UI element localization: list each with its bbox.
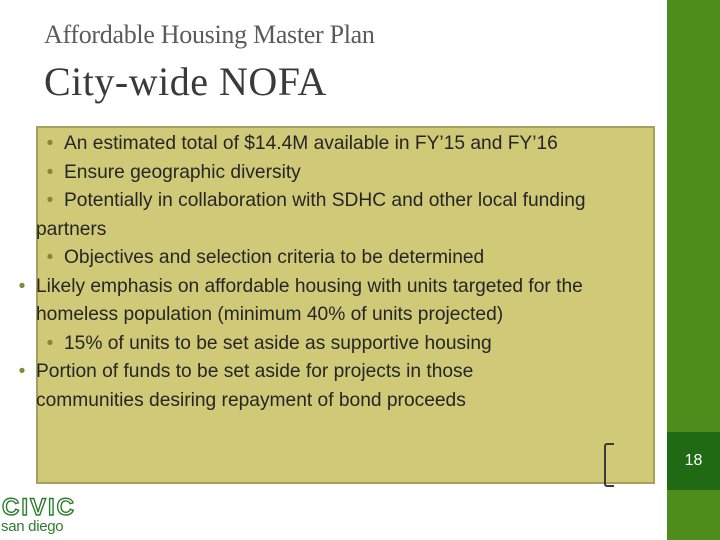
slide-title: City-wide NOFA xyxy=(44,59,327,104)
bullet-marker: • xyxy=(46,190,54,211)
civic-san-diego-logo xyxy=(0,494,80,540)
bullet-text: 15% of units to be set aside as supportive housing xyxy=(64,332,492,354)
bullet-marker: • xyxy=(46,161,54,183)
bullet-marker: • xyxy=(18,275,26,297)
bullet-text: Likely emphasis on affordable housing with units targeted for the homeless population (minimum 40% of units projected) xyxy=(36,275,583,325)
slide-subtitle: Affordable Housing Master Plan xyxy=(44,20,375,49)
bullet-list xyxy=(18,130,656,415)
bullet-item xyxy=(36,159,656,188)
bullet-item xyxy=(36,244,656,273)
bracket-decoration xyxy=(604,443,614,487)
bullet-marker: • xyxy=(18,361,26,382)
page-number: 18 xyxy=(684,452,703,469)
bullet-marker: • xyxy=(46,247,54,268)
bullet-item xyxy=(36,130,656,159)
bullet-item xyxy=(36,330,656,359)
bullet-text: Portion of funds to be set aside for projects in those communities desiring repayment of bond proceeds xyxy=(36,361,474,411)
bullet-marker: • xyxy=(46,332,54,354)
bullet-item xyxy=(18,358,656,415)
bullet-marker: • xyxy=(46,133,54,154)
bullet-item xyxy=(18,273,656,330)
bullet-text: Potentially in collaboration with SDHC and other local funding partners xyxy=(36,190,586,240)
bullet-text: An estimated total of $14.4M available in FY’15 and FY’16 xyxy=(64,133,558,154)
logo-san-diego-text: san diego xyxy=(1,518,64,535)
bullet-text: Ensure geographic diversity xyxy=(64,161,301,183)
bullet-item xyxy=(36,187,656,244)
logo-civic-text: CIVIC xyxy=(2,494,77,521)
page-number-box xyxy=(667,432,720,490)
bullet-text: Objectives and selection criteria to be determined xyxy=(64,247,485,268)
